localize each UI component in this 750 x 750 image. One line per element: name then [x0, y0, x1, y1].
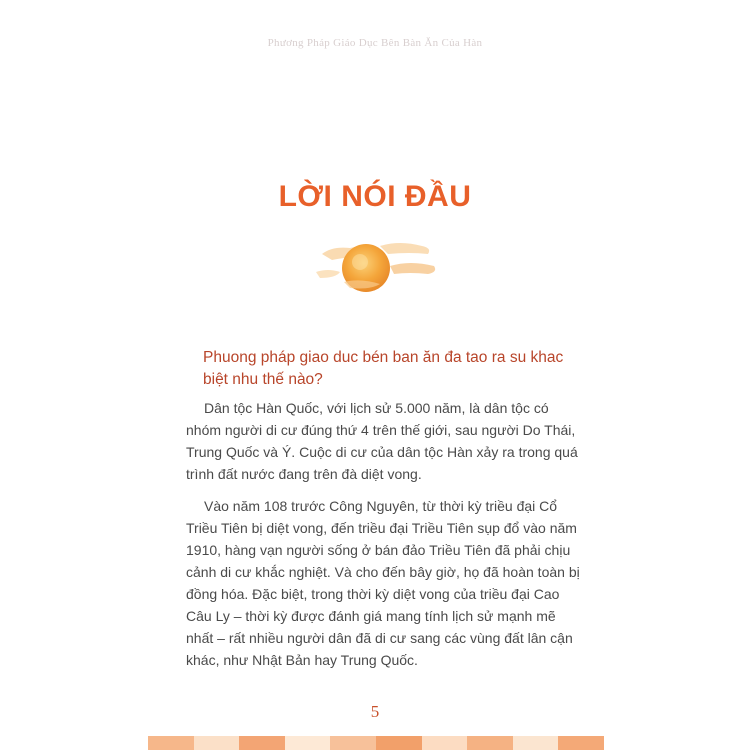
- paragraph-1: Dân tộc Hàn Quốc, với lịch sử 5.000 năm, là dân tộc có nhóm người di cư đúng thứ 4 trên thế giới, sau người Do Thái, Trung Quốc và Ý. Cuộc di cư của dân tộc Hàn xảy ra trong quá trình đất nước đang trên đà diệt vong.: [186, 400, 578, 482]
- page-number: 5: [370, 702, 380, 721]
- decorative-bottom-strip: [148, 736, 604, 750]
- chapter-title: LỜI NÓI ĐẦU: [278, 180, 472, 213]
- paragraph-2: Vào năm 108 trước Công Nguyên, từ thời kỳ triều đại Cổ Triều Tiên bị diệt vong, đến triều đại Triều Tiên sụp đổ vào năm 1910, hàng vạn người sống ở bán đảo Triều Tiên đã phải chịu cảnh di cư khắc nghiệt. Và cho đến bây giờ, họ đã hoàn toàn bị đồng hóa. Đặc biệt, trong thời kỳ diệt vong của triều đại Cao Câu Ly – thời kỳ được đánh giá mang tính lịch sử mạnh mẽ nhất – rất nhiều người dân đã di cư sang các vùng đất lân cận khác, như Nhật Bản hay Trung Quốc.: [186, 498, 580, 668]
- running-header: Phương Pháp Giáo Dục Bên Bàn Ăn Của Hàn: [267, 37, 483, 49]
- watercolor-sun-clouds-icon: [310, 232, 440, 302]
- lead-question: Phuong pháp giao duc bén ban ăn đa tao ra su khac biệt nhu thế nào?: [203, 349, 564, 388]
